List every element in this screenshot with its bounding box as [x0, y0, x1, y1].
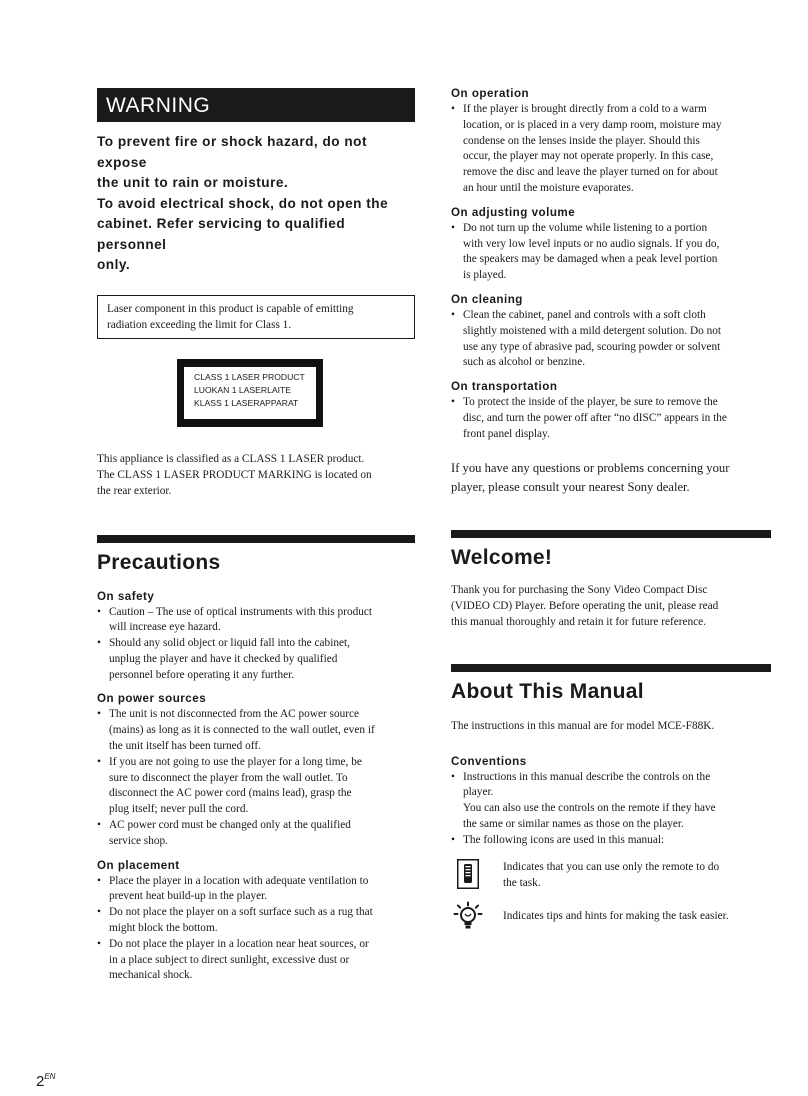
laser-label-line: LUOKAN 1 LASERLAITE [194, 384, 291, 395]
item-line: • Should any solid object or liquid fall into the cabinet, [109, 637, 350, 650]
laser-label-line: CLASS 1 LASER PRODUCT [194, 371, 305, 382]
on-safety-heading: On safety [97, 589, 155, 603]
warning-line: To prevent fire or shock hazard, do not expose [97, 134, 368, 170]
list-item [97, 636, 415, 683]
laser-notice-line: Laser component in this product is capable of emitting [107, 302, 354, 315]
item-line: (mains) as long as it is connected to the wall outlet, even if [109, 724, 375, 737]
item-line: disconnect the AC power cord (mains lead), grasp the [109, 787, 352, 800]
classification-line: the rear exterior. [97, 484, 172, 497]
item-line: might block the bottom. [109, 922, 218, 935]
on-transportation-heading: On transportation [451, 380, 558, 394]
laser-product-label [177, 359, 323, 427]
item-line: occur, the player may not operate properly. In this case, [463, 150, 714, 163]
legend-text [485, 859, 719, 891]
on-volume-heading: On adjusting volume [451, 205, 576, 219]
warning-line: only. [97, 257, 131, 272]
item-line: You can also use the controls on the remote if they have [463, 802, 716, 815]
on-volume-list [451, 221, 771, 284]
item-line: mechanical shock. [109, 969, 193, 982]
item-line: player. [463, 786, 494, 799]
laser-label-text [184, 367, 316, 419]
item-line: • AC power cord must be changed only at the qualified [109, 819, 351, 832]
page-number [36, 1072, 55, 1090]
remote-control-icon [451, 859, 485, 889]
item-line: • To protect the inside of the player, be sure to remove the [463, 396, 718, 409]
list-item [451, 221, 771, 284]
item-line: will increase eye hazard. [109, 621, 221, 634]
item-line: • Place the player in a location with adequate ventilation to [109, 874, 369, 887]
legend-text [485, 901, 729, 924]
list-item [97, 937, 415, 984]
classification-line: The CLASS 1 LASER PRODUCT MARKING is located on [97, 468, 372, 481]
page-number-suffix: EN [44, 1072, 56, 1081]
welcome-title: Welcome! [451, 545, 553, 569]
item-line: • If the player is brought directly from a cold to a warm [463, 103, 707, 115]
list-item [451, 102, 771, 197]
warning-statement [97, 132, 415, 276]
welcome-line: Thank you for purchasing the Sony Video Compact Disc [451, 583, 708, 596]
laser-notice-line: radiation exceeding the limit for Class 1. [107, 318, 292, 331]
laser-classification [97, 451, 415, 499]
item-line: use any type of abrasive pad, scouring powder or solvent [463, 340, 721, 353]
section-rule [451, 530, 771, 538]
warning-line: To avoid electrical shock, do not open the [97, 195, 389, 211]
list-item [451, 395, 771, 442]
contact-line: player, please consult your nearest Sony dealer. [451, 479, 690, 494]
item-line: the same or similar names as those on the player. [463, 817, 684, 830]
item-line: • The unit is not disconnected from the AC power source [109, 708, 360, 721]
warning-line: the unit to rain or moisture. [97, 175, 289, 190]
about-intro: The instructions in this manual are for model MCE-F88K. [451, 719, 715, 732]
remote-only-legend [451, 859, 771, 891]
item-line: • Caution – The use of optical instruments with this product [109, 605, 373, 618]
item-line: remove the disc and leave the player turned on for about [463, 166, 718, 179]
list-item [451, 308, 771, 371]
page-number-value: 2 [36, 1073, 45, 1090]
item-line: service shop. [109, 834, 168, 847]
welcome-text [451, 582, 771, 630]
list-item [97, 874, 415, 906]
welcome-line: (VIDEO CD) Player. Before operating the unit, please read [451, 599, 719, 612]
classification-line: This appliance is classified as a CLASS 1 LASER product. [97, 452, 365, 465]
list-item [451, 770, 771, 833]
item-line: disc, and turn the power off after “no dISC” appears in the [463, 411, 727, 424]
on-placement-heading: On placement [97, 858, 180, 872]
on-power-list [97, 707, 415, 849]
on-power-heading: On power sources [97, 692, 207, 706]
on-operation-list [451, 102, 771, 197]
item-line: • Do not place the player in a location near heat sources, or [109, 937, 369, 950]
item-line: • The following icons are used in this manual: [463, 833, 665, 846]
legend-line: Indicates tips and hints for making the task easier. [503, 909, 729, 922]
item-line: • Do not place the player on a soft surface such as a rug that [109, 906, 373, 919]
list-item [97, 605, 415, 637]
right-column [451, 86, 771, 931]
section-rule [451, 664, 771, 672]
item-line: front panel display. [463, 427, 550, 440]
list-item [97, 707, 415, 754]
laser-label-line: KLASS 1 LASERAPPARAT [194, 397, 299, 408]
precautions-title: Precautions [97, 550, 221, 574]
item-line: • If you are not going to use the player for a long time, be [109, 755, 362, 768]
item-line: personnel before operating it any further. [109, 668, 295, 681]
item-line: • Clean the cabinet, panel and controls with a soft cloth [463, 308, 706, 321]
item-line: the speakers may be damaged when a peak level portion [463, 253, 718, 266]
legend-line: Indicates that you can use only the remote to do [503, 860, 720, 873]
item-line: unplug the player and have it checked by qualified [109, 652, 338, 665]
on-cleaning-list [451, 308, 771, 371]
on-cleaning-heading: On cleaning [451, 292, 523, 306]
item-line: slightly moistened with a mild detergent solution. Do not [463, 324, 722, 337]
item-line: • Do not turn up the volume while listening to a portion [463, 221, 708, 234]
conventions-heading: Conventions [451, 754, 527, 768]
tips-legend [451, 901, 771, 931]
contact-line: If you have any questions or problems concerning your [451, 460, 730, 475]
item-line: location, or is placed in a very damp room, moisture may [463, 118, 722, 131]
laser-notice-box [97, 295, 415, 339]
item-line: such as alcohol or benzine. [463, 356, 586, 369]
list-item [451, 833, 771, 849]
warning-line: cabinet. Refer servicing to qualified personnel [97, 216, 346, 252]
on-operation-heading: On operation [451, 87, 530, 100]
on-safety-list [97, 605, 415, 684]
item-line: sure to disconnect the player from the wall outlet. To [109, 771, 348, 784]
welcome-line: this manual thoroughly and retain it for future reference. [451, 615, 707, 628]
item-line: condense on the lenses inside the player. Should this [463, 134, 700, 147]
list-item [97, 818, 415, 850]
left-column [97, 88, 415, 984]
item-line: the unit itself has been turned off. [109, 740, 261, 753]
legend-line: the task. [503, 876, 541, 889]
item-line: an hour until the moisture evaporates. [463, 181, 634, 194]
warning-heading: WARNING [97, 88, 415, 122]
item-line: is played. [463, 269, 507, 282]
item-line: with very low level inputs or no audio signals. If you do, [463, 237, 720, 250]
list-item [97, 905, 415, 937]
lightbulb-icon [451, 901, 485, 931]
item-line: • Instructions in this manual describe the controls on the [463, 770, 711, 783]
about-manual-title: About This Manual [451, 679, 644, 703]
on-placement-list [97, 874, 415, 985]
dealer-contact [451, 459, 771, 497]
item-line: plug itself; never pull the cord. [109, 803, 249, 816]
conventions-list [451, 770, 771, 849]
list-item [97, 755, 415, 818]
item-line: prevent heat build-up in the player. [109, 890, 268, 903]
item-line: in a place subject to direct sunlight, excessive dust or [109, 953, 350, 966]
on-transportation-list [451, 395, 771, 442]
section-rule [97, 535, 415, 543]
